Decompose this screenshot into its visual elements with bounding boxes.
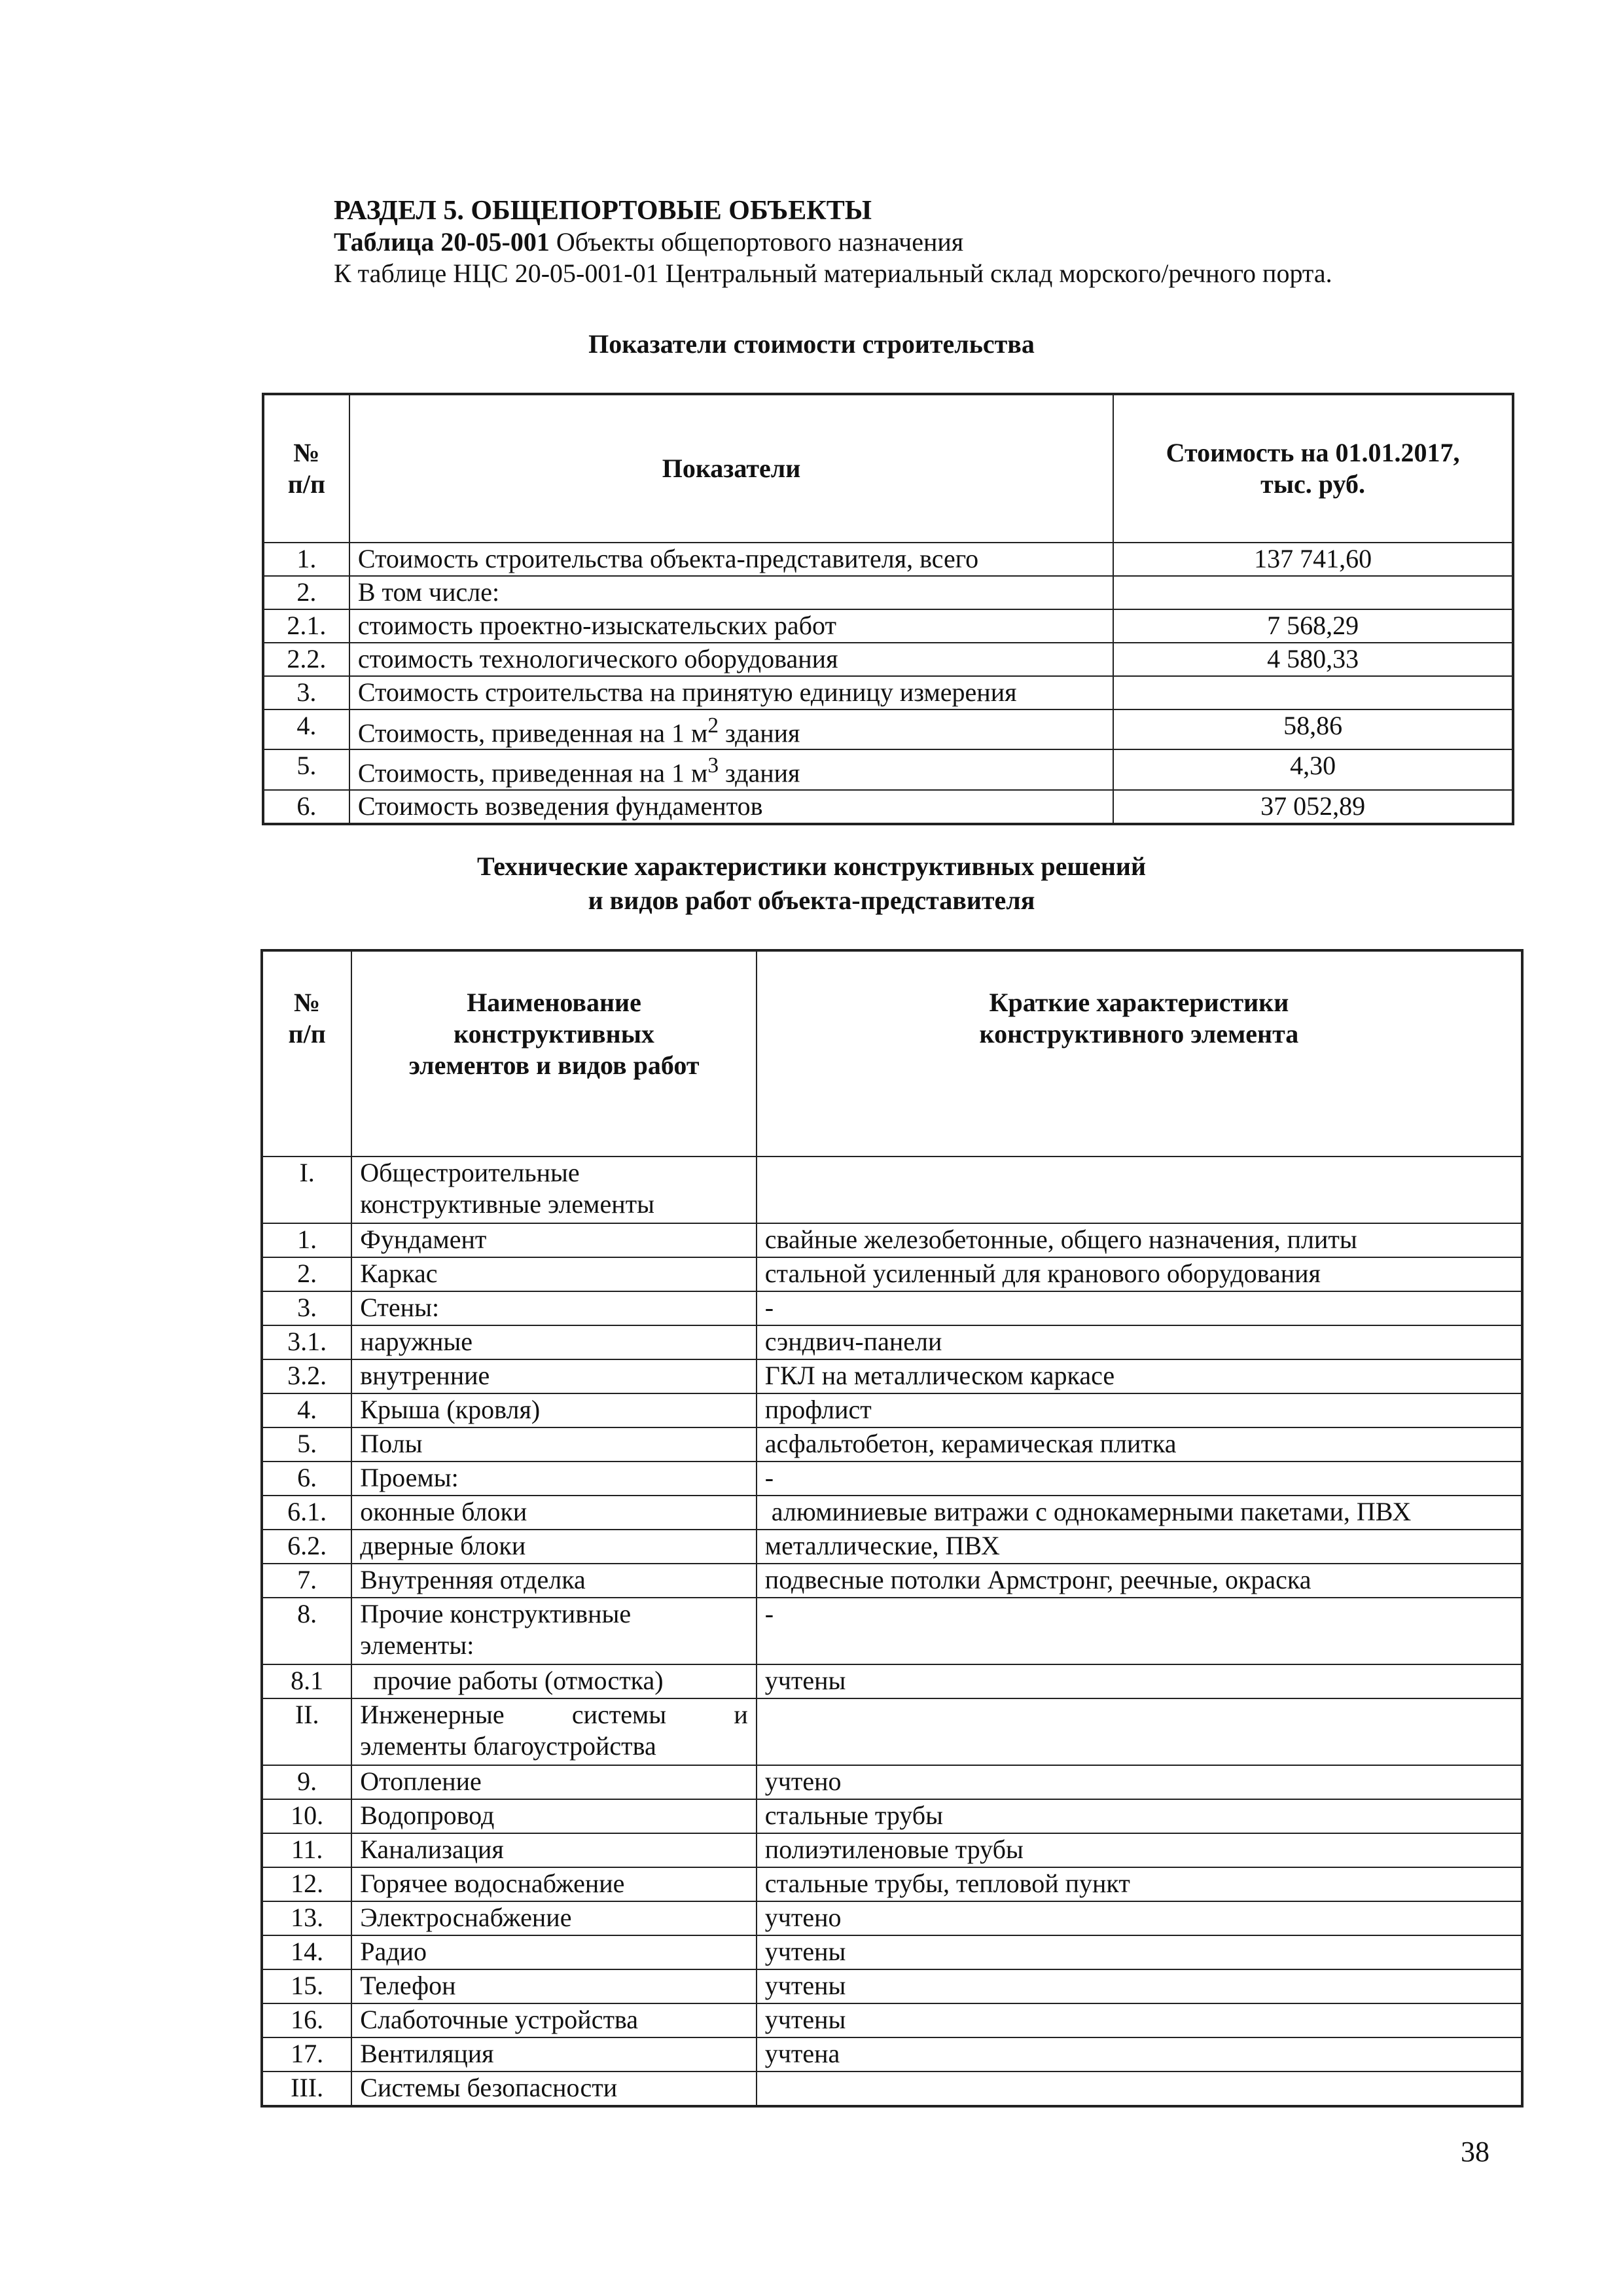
column-header-number: № п/п	[262, 950, 351, 1157]
cell-number: 16.	[262, 2003, 351, 2037]
cell-number: 5.	[262, 1427, 351, 1462]
table-cell: ГКЛ на металлическом каркасе	[757, 1359, 1522, 1393]
table-row	[263, 576, 1513, 609]
table-row	[262, 1698, 1522, 1765]
cell-number: 8.1	[262, 1664, 351, 1698]
column-header-characteristics: Краткие характеристики конструктивного элемента	[757, 950, 1522, 1157]
cell-number: 5.	[263, 749, 349, 789]
technical-characteristics-table	[260, 949, 1524, 2108]
cell-number: 14.	[262, 1935, 351, 1969]
table-row	[262, 1427, 1522, 1462]
table-cell: Горячее водоснабжение	[351, 1867, 757, 1901]
table-cell	[757, 1157, 1522, 1223]
cell-number: II.	[262, 1698, 351, 1765]
table-row	[262, 1325, 1522, 1359]
table-cell: 137 741,60	[1113, 543, 1513, 576]
table-cell: стоимость технологического оборудования	[349, 643, 1113, 676]
table-row	[262, 1157, 1522, 1223]
table-row	[262, 1969, 1522, 2003]
table-cell: Крыша (кровля)	[351, 1393, 757, 1427]
tech-table-caption: Технические характеристики конструктивных решений и видов работ объекта-представителя	[476, 852, 1147, 915]
cell-number: 6.2.	[262, 1530, 351, 1564]
cell-number: 3.	[262, 1291, 351, 1325]
cell-number: 3.	[263, 676, 349, 709]
cell-number: 1.	[263, 543, 349, 576]
subtitle: К таблице НЦС 20-05-001-01 Центральный материальный склад морского/речного порта.	[334, 259, 1332, 288]
table-cell: 58,86	[1113, 709, 1513, 749]
table-cell: Водопровод	[351, 1799, 757, 1833]
table-cell: Фундамент	[351, 1223, 757, 1257]
table-cell: Слаботочные устройства	[351, 2003, 757, 2037]
table-row	[262, 1359, 1522, 1393]
table-row	[262, 1462, 1522, 1496]
column-header-indicator: Показатели	[349, 394, 1113, 543]
table-cell: Стоимость возведения фундаментов	[349, 790, 1113, 824]
cost-indicators-table	[262, 393, 1514, 825]
column-header-number: № п/п	[263, 394, 349, 543]
section-title: РАЗДЕЛ 5. ОБЩЕПОРТОВЫЕ ОБЪЕКТЫ	[334, 196, 872, 226]
cell-number: 6.1.	[262, 1496, 351, 1530]
table-cell: -	[757, 1462, 1522, 1496]
cell-number: 17.	[262, 2037, 351, 2072]
table-row	[262, 1901, 1522, 1935]
table-cell: учтены	[757, 1969, 1522, 2003]
table-cell: Радио	[351, 1935, 757, 1969]
table-row	[262, 2037, 1522, 2072]
cell-number: 11.	[262, 1833, 351, 1867]
table-row	[263, 609, 1513, 643]
table-cell: Стоимость строительства на принятую единицу измерения	[349, 676, 1113, 709]
table-cell: учтена	[757, 2037, 1522, 2072]
table-cell: оконные блоки	[351, 1496, 757, 1530]
table-cell: учтены	[757, 1664, 1522, 1698]
cell-number: III.	[262, 2072, 351, 2106]
table-row	[263, 790, 1513, 824]
table-cell: Каркас	[351, 1257, 757, 1291]
table-row	[262, 1257, 1522, 1291]
table-cell: Канализация	[351, 1833, 757, 1867]
table-cell: металлические, ПВХ	[757, 1530, 1522, 1564]
table-cell: стальной усиленный для кранового оборудования	[757, 1257, 1522, 1291]
cell-number: 6.	[262, 1462, 351, 1496]
table-row	[262, 1530, 1522, 1564]
cell-number: 6.	[263, 790, 349, 824]
table-cell: Вентиляция	[351, 2037, 757, 2072]
cell-number: 1.	[262, 1223, 351, 1257]
table-cell: Системы безопасности	[351, 2072, 757, 2106]
table-cell: стоимость проектно-изыскательских работ	[349, 609, 1113, 643]
table-cell: сэндвич-панели	[757, 1325, 1522, 1359]
column-header-cost: Стоимость на 01.01.2017, тыс. руб.	[1113, 394, 1513, 543]
table-row	[262, 1291, 1522, 1325]
table-row	[263, 643, 1513, 676]
table-row	[262, 1393, 1522, 1427]
cell-number: I.	[262, 1157, 351, 1223]
table-cell: свайные железобетонные, общего назначения, плиты	[757, 1223, 1522, 1257]
table-row	[262, 2003, 1522, 2037]
table-cell: В том числе:	[349, 576, 1113, 609]
document-header	[334, 195, 1332, 289]
table-cell: профлист	[757, 1393, 1522, 1427]
table-cell	[757, 2072, 1522, 2106]
cell-number: 7.	[262, 1564, 351, 1598]
table-row	[263, 749, 1513, 789]
table-cell: внутренние	[351, 1359, 757, 1393]
cell-number: 9.	[262, 1765, 351, 1799]
cell-number: 8.	[262, 1598, 351, 1664]
table-cell: 4,30	[1113, 749, 1513, 789]
table-row	[262, 1496, 1522, 1530]
cell-number: 12.	[262, 1867, 351, 1901]
table-cell: Стены:	[351, 1291, 757, 1325]
table-row	[262, 1564, 1522, 1598]
cell-number: 4.	[263, 709, 349, 749]
table-row	[262, 1664, 1522, 1698]
table-row	[262, 2072, 1522, 2106]
table-cell: -	[757, 1598, 1522, 1664]
table-cell: Внутренняя отделка	[351, 1564, 757, 1598]
table-cell: 7 568,29	[1113, 609, 1513, 643]
table-cell: Полы	[351, 1427, 757, 1462]
table-cell	[757, 1698, 1522, 1765]
table-row	[263, 709, 1513, 749]
table-row	[262, 1799, 1522, 1833]
table-row	[262, 1935, 1522, 1969]
table-cell: асфальтобетон, керамическая плитка	[757, 1427, 1522, 1462]
table-row	[262, 1833, 1522, 1867]
table-cell: учтены	[757, 1935, 1522, 1969]
table-cell: Электроснабжение	[351, 1901, 757, 1935]
table-cell: Общестроительные конструктивные элементы	[351, 1157, 757, 1223]
table-cell: 4 580,33	[1113, 643, 1513, 676]
cell-number: 15.	[262, 1969, 351, 2003]
table-row	[262, 1598, 1522, 1664]
table-description: Объекты общепортового назначения	[549, 227, 964, 257]
table-label: Таблица 20-05-001	[334, 227, 550, 257]
table-cell: Телефон	[351, 1969, 757, 2003]
table-row	[262, 1867, 1522, 1901]
table-row	[262, 1223, 1522, 1257]
table-cell: Стоимость, приведенная на 1 $м^3$ здания	[349, 749, 1113, 789]
table-cell: учтены	[757, 2003, 1522, 2037]
table-cell: стальные трубы, тепловой пункт	[757, 1867, 1522, 1901]
cell-number: 4.	[262, 1393, 351, 1427]
table-row	[263, 543, 1513, 576]
cost-table-caption: Показатели стоимости строительства	[588, 329, 1035, 359]
table-cell: Стоимость, приведенная на 1 $м^2$ здания	[349, 709, 1113, 749]
table-row	[262, 1765, 1522, 1799]
table-title-line	[334, 226, 1332, 258]
table-header-row	[263, 394, 1513, 543]
cell-number: 2.2.	[263, 643, 349, 676]
cell-number: 2.1.	[263, 609, 349, 643]
cell-number: 3.1.	[262, 1325, 351, 1359]
table-cell: Проемы:	[351, 1462, 757, 1496]
table-cell	[1113, 576, 1513, 609]
table-cell: подвесные потолки Армстронг, реечные, окраска	[757, 1564, 1522, 1598]
table-cell: алюминиевые витражи с однокамерными пакетами, ПВХ	[757, 1496, 1522, 1530]
table-cell: Инженерные системы и элементы благоустройства	[351, 1698, 757, 1765]
table-cell: стальные трубы	[757, 1799, 1522, 1833]
table-row	[263, 676, 1513, 709]
table-cell: Прочие конструктивные элементы:	[351, 1598, 757, 1664]
table-cell: 37 052,89	[1113, 790, 1513, 824]
table-cell: наружные	[351, 1325, 757, 1359]
table-cell: -	[757, 1291, 1522, 1325]
table-cell: учтено	[757, 1901, 1522, 1935]
table-cell: прочие работы (отмостка)	[351, 1664, 757, 1698]
table-header-row	[262, 950, 1522, 1157]
table-cell: полиэтиленовые трубы	[757, 1833, 1522, 1867]
cell-number: 13.	[262, 1901, 351, 1935]
table-cell	[1113, 676, 1513, 709]
cell-number: 10.	[262, 1799, 351, 1833]
column-header-element-name: Наименование конструктивных элементов и видов работ	[351, 950, 757, 1157]
table-cell: дверные блоки	[351, 1530, 757, 1564]
page-number: 38	[1461, 2136, 1489, 2168]
table-cell: Стоимость строительства объекта-представителя, всего	[349, 543, 1113, 576]
table-cell: Отопление	[351, 1765, 757, 1799]
table-cell: учтено	[757, 1765, 1522, 1799]
cell-number: 3.2.	[262, 1359, 351, 1393]
cell-number: 2.	[263, 576, 349, 609]
cell-number: 2.	[262, 1257, 351, 1291]
